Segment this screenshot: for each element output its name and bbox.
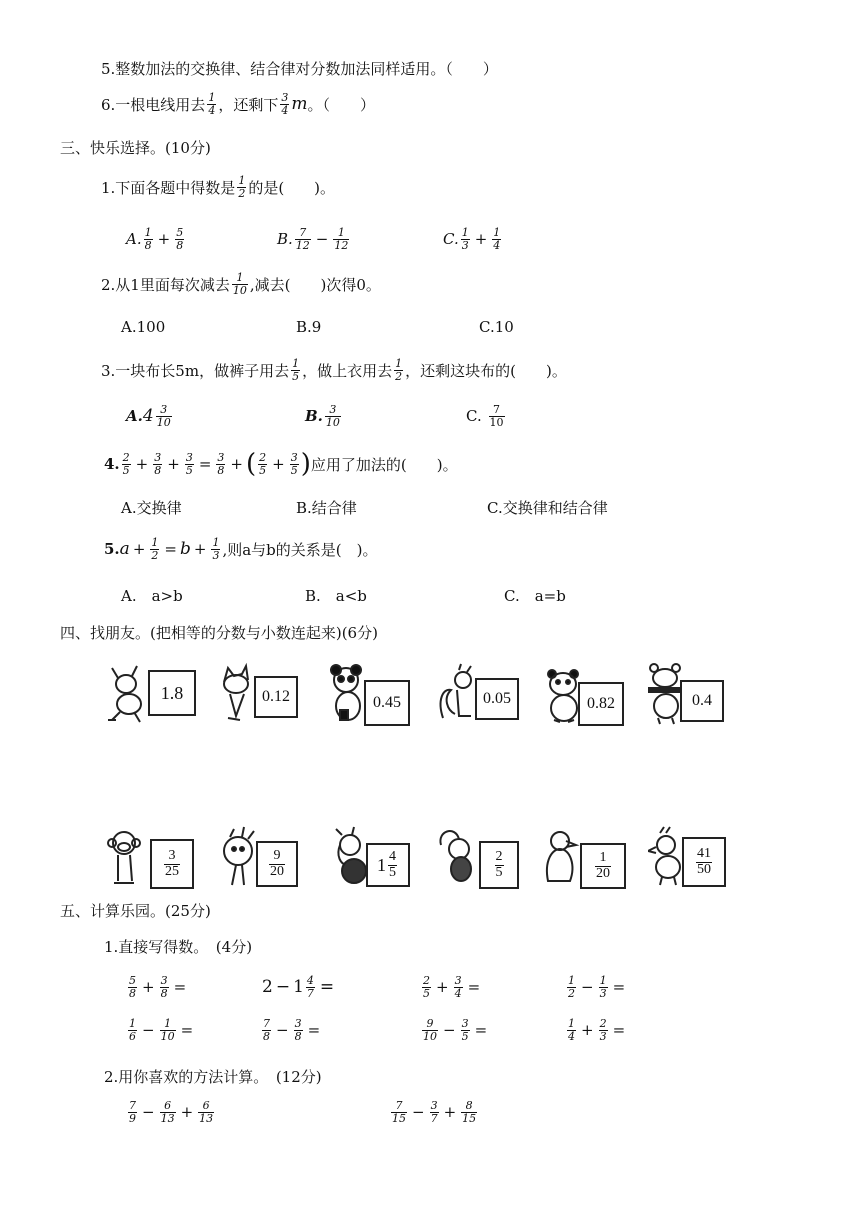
question-2-5: 5.整数加法的交换律、结合律对分数加法同样适用。（ ）	[101, 60, 498, 78]
fraction-box[interactable]: $\frac{9}{20}$	[256, 841, 298, 887]
fraction-box[interactable]: 1 $\frac{4}{5}$	[366, 843, 410, 887]
calc-item: $\frac{1}{2}$ − $\frac{1}{3}$ =	[568, 974, 626, 1000]
calc-item: $\frac{1}{4}$ + $\frac{2}{3}$ =	[568, 1017, 626, 1043]
question-3-3: 3.一块布长5m，做裤子用去 $\frac{1}{5}$ ，做上衣用去 $\frac{1}{2}$ ，还剩这块布的( )。	[101, 357, 567, 383]
animal-card-bear[interactable]	[646, 660, 758, 730]
fraction: $\frac{1}{4}$	[208, 91, 216, 117]
decimal-box[interactable]: 0.05	[475, 678, 519, 720]
calc-item: $\frac{1}{6}$ − $\frac{1}{10}$ =	[129, 1017, 194, 1043]
animal-card-dog[interactable]	[104, 660, 216, 730]
section-3-heading: 三、快乐选择。(10分)	[60, 139, 211, 157]
option-3-1-c[interactable]: C. $\frac{1}{3}$ + $\frac{1}{4}$	[443, 226, 501, 252]
section-5-sub-2: 2.用你喜欢的方法计算。 (12分)	[104, 1068, 322, 1086]
animal-card-cat[interactable]	[216, 660, 328, 730]
option-3-1-a[interactable]: A. $\frac{1}{8}$ + $\frac{5}{8}$	[126, 226, 184, 252]
option-3-4-c[interactable]: C.交换律和结合律	[487, 499, 608, 517]
calc-item: $\frac{2}{5}$ + $\frac{3}{4}$ =	[423, 974, 481, 1000]
option-3-1-b[interactable]: B. $\frac{7}{12}$ − $\frac{1}{12}$	[277, 226, 349, 252]
calc-item: $\frac{9}{10}$ − $\frac{3}{5}$ =	[423, 1017, 488, 1043]
fraction: $\frac{1}{2}$	[238, 174, 246, 200]
option-3-2-a[interactable]: A.100	[121, 318, 166, 336]
option-3-3-a[interactable]: A. 4 $\frac{3}{10}$	[126, 403, 171, 429]
option-3-3-c[interactable]: C. $\frac{7}{10}$	[466, 403, 504, 429]
option-3-2-b[interactable]: B.9	[296, 318, 322, 336]
animal-card-hamster[interactable]	[544, 660, 656, 730]
decimal-box[interactable]: 1.8	[148, 670, 196, 716]
calc-item: 2 − 1 $\frac{4}{7}$ =	[262, 974, 335, 1000]
animal-card-panda[interactable]	[326, 660, 438, 730]
animal-card-chick[interactable]	[216, 825, 328, 895]
fraction: $\frac{3}{4}$	[281, 91, 289, 117]
section-4-heading: 四、找朋友。(把相等的分数与小数连起来)(6分)	[60, 624, 378, 642]
animal-card-duck[interactable]	[648, 825, 760, 895]
decimal-box[interactable]: 0.45	[364, 680, 410, 726]
calc-problem: $\frac{7}{9}$ − $\frac{6}{13}$ + $\frac{6}{13}$	[129, 1099, 214, 1125]
fraction-box[interactable]: $\frac{1}{20}$	[580, 843, 626, 889]
option-3-4-a[interactable]: A.交换律	[121, 499, 182, 517]
question-2-6: 6.一根电线用去 $\frac{1}{4}$ ，还剩下 $\frac{3}{4}$ m 。（ ）	[101, 91, 375, 117]
question-3-1: 1.下面各题中得数是 $\frac{1}{2}$ 的是( )。	[101, 174, 336, 200]
option-3-5-a[interactable]: A. a>b	[121, 587, 183, 605]
fraction-box[interactable]: $\frac{2}{5}$	[479, 841, 519, 889]
question-3-5: 5. a + $\frac{1}{2}$ = b + $\frac{1}{3}$ ,则a与b的关系是( )。	[104, 536, 378, 562]
decimal-box[interactable]: 0.4	[680, 680, 724, 722]
question-3-2: 2.从1里面每次减去 $\frac{1}{10}$ ,减去( )次得0。	[101, 271, 381, 297]
decimal-box[interactable]: 0.12	[254, 676, 298, 718]
option-3-5-b[interactable]: B. a<b	[305, 587, 367, 605]
option-3-4-b[interactable]: B.结合律	[296, 499, 357, 517]
option-3-2-c[interactable]: C.10	[479, 318, 514, 336]
animal-card-squirrel-2[interactable]	[437, 825, 549, 895]
question-3-4: 4. $\frac{2}{5}$ + $\frac{3}{8}$ + $\frac{3}{5}$ = $\frac{3}{8}$ + ( $\frac{2}{5}$ + $\frac{3}{5}$ ) 应用了加法的( )。	[104, 449, 458, 479]
calc-item: $\frac{7}{8}$ − $\frac{3}{8}$ =	[263, 1017, 321, 1043]
fraction-box[interactable]: $\frac{3}{25}$	[150, 839, 194, 889]
section-5-sub-1: 1.直接写得数。 (4分)	[104, 938, 253, 956]
option-3-5-c[interactable]: C. a=b	[504, 587, 566, 605]
animal-card-monkey[interactable]	[104, 825, 216, 895]
decimal-box[interactable]: 0.82	[578, 682, 624, 726]
section-5-heading: 五、计算乐园。(25分)	[60, 902, 211, 920]
fraction-box[interactable]: $\frac{41}{50}$	[682, 837, 726, 887]
animal-card-penguin[interactable]	[540, 825, 652, 895]
option-3-3-b[interactable]: B. $\frac{3}{10}$	[305, 403, 340, 429]
calc-problem: $\frac{7}{15}$ − $\frac{3}{7}$ + $\frac{8}{15}$	[392, 1099, 477, 1125]
animal-card-parrot[interactable]	[332, 825, 444, 895]
calc-item: $\frac{5}{8}$ + $\frac{3}{8}$ =	[129, 974, 187, 1000]
animal-card-squirrel[interactable]	[437, 660, 549, 730]
